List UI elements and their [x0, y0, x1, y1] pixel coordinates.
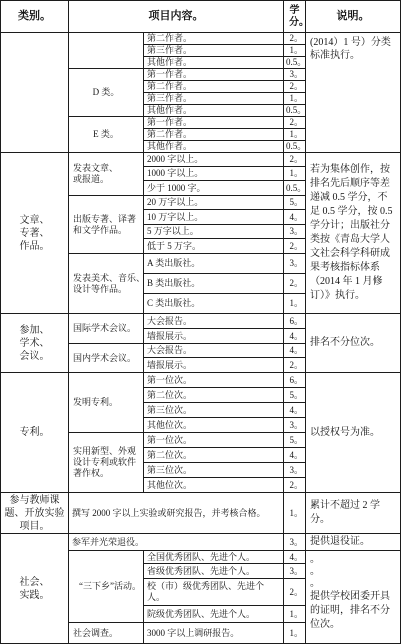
item-cell: 第二位次。 [144, 388, 284, 403]
credit-cell: 1。 [284, 167, 306, 181]
practice-category-cell [1, 534, 69, 644]
note-cell [306, 314, 401, 373]
table-row [1, 33, 401, 45]
credit-cell: 6。 [284, 373, 306, 388]
item-cell [144, 579, 284, 606]
rural-note-text: 提供学校团委开具的证明，排名不分位次。 [310, 591, 390, 630]
item-cell: 少于 1000 字。 [144, 181, 284, 196]
blank-subcategory-cell [69, 33, 144, 69]
credit-cell: 2。 [284, 117, 306, 129]
table-row [1, 153, 401, 167]
item-cell: 大会报告。 [144, 344, 284, 358]
item-cell: 院级优秀团队、先进个人。 [144, 606, 284, 623]
note-cell [306, 373, 401, 493]
credit-cell: 2。 [284, 358, 306, 373]
works-note: 若为集体创作，按排名先后顺序等差递减 0.5 学分，不足 0.5 学分，按 0.5 学分计；出版社分类按《青岛大学人文社会科学科研成果考核指标体系（2014 年 1 月修订）》执行。 [310, 164, 393, 301]
invention-label: 发明专利。 [69, 373, 144, 433]
credit-cell: 2。 [284, 81, 306, 93]
top-note: (2014）1 号）分类标准执行。 [310, 37, 391, 61]
note-cell [306, 153, 401, 314]
item-cell: 第三作者。 [144, 45, 284, 57]
international-label: 国际学术会议。 [69, 314, 144, 344]
item-cell: 第二作者。 [144, 129, 284, 141]
credit-cell: 1。 [284, 493, 306, 534]
note-cell [306, 33, 401, 153]
works-category: 文章、专著、作品。 [19, 214, 50, 252]
works-category-cell [1, 153, 69, 314]
credit-cell: 4。 [284, 403, 306, 418]
credit-cell: 0.5。 [284, 181, 306, 196]
note-cell [306, 551, 401, 644]
item-cell: 低于 5 万字。 [144, 239, 284, 254]
rural-note [310, 554, 394, 632]
table-row [1, 373, 401, 388]
item-cell: 全国优秀团队、先进个人。 [144, 551, 284, 564]
credit-cell: 3。 [284, 534, 306, 551]
utility-label-cell [69, 433, 144, 493]
credit-cell: 3。 [284, 463, 306, 478]
item-cell: C 类出版社。 [144, 294, 284, 314]
credit-cell: 4。 [284, 448, 306, 463]
item-cell: 第三位次。 [144, 403, 284, 418]
research-category: 参与教师课题、开放实验项目。 [1, 493, 69, 534]
header-note: 说明。 [306, 1, 401, 33]
item-cell: 3000 字以上调研报告。 [144, 623, 284, 644]
item-cell: 第三位次。 [144, 463, 284, 478]
item-cell: B 类出版社。 [144, 274, 284, 294]
art-label-cell [69, 254, 144, 314]
articles-label: 发表文章、或报道。 [73, 163, 119, 184]
survey-label: 社会调查。 [69, 623, 144, 644]
domestic-label: 国内学术会议。 [69, 344, 144, 373]
utility-label: 实用新型、外观设计专利或软件著作权。 [73, 446, 137, 478]
item-cell: 第二作者。 [144, 33, 284, 45]
credit-cell: 3。 [284, 254, 306, 274]
header-content: 项目内容。 [69, 1, 284, 33]
e-class-label: E 类。 [69, 117, 144, 153]
header-row [1, 1, 401, 33]
credit-cell: 1。 [284, 45, 306, 57]
header-category: 类别。 [1, 1, 69, 33]
credit-cell: 2。 [284, 579, 306, 606]
item-cell: 20 万字以上。 [144, 196, 284, 210]
conference-category-cell [1, 314, 69, 373]
paragraph-mark: 。 [310, 578, 320, 589]
credit-cell: 5。 [284, 388, 306, 403]
credit-cell: 3。 [284, 225, 306, 239]
note-cell [306, 534, 401, 551]
item-cell: 2000 字以上。 [144, 153, 284, 167]
books-label: 出版专著、译著和文学作品。 [73, 213, 137, 235]
patent-category: 专利。 [1, 373, 69, 493]
item-cell: 大会报告。 [144, 314, 284, 329]
table-row [1, 493, 401, 534]
credit-cell: 2。 [284, 239, 306, 254]
item-cell: 第二位次。 [144, 448, 284, 463]
credit-cell: 3。 [284, 418, 306, 433]
item-cell: 第三作者。 [144, 93, 284, 105]
credit-cell: 1。 [284, 93, 306, 105]
item-cell: 其他位次。 [144, 418, 284, 433]
item-cell: 5 万字以上。 [144, 225, 284, 239]
credit-cell: 4。 [284, 210, 306, 225]
articles-label-cell [69, 153, 144, 196]
item-cell: 省级优秀团队、先进个人。 [144, 564, 284, 579]
credit-cell: 2。 [284, 33, 306, 45]
credit-cell: 4。 [284, 344, 306, 358]
credit-cell: 0.5。 [284, 57, 306, 69]
item-cell: 墙报展示。 [144, 329, 284, 344]
practice-category: 社会、实践。 [19, 576, 50, 601]
item-cell: 其他位次。 [144, 478, 284, 493]
military-note: 提供退役证。 [310, 536, 370, 547]
credit-cell: 5。 [284, 196, 306, 210]
item-cell: 其他作者。 [144, 57, 284, 69]
research-item: 撰写 2000 字以上实验或研究报告，并考核合格。 [69, 493, 284, 534]
conference-note: 排名不分位次。 [310, 337, 380, 348]
item-cell: 其他作者。 [144, 105, 284, 117]
d-class-label: D 类。 [69, 69, 144, 117]
table-row [1, 534, 401, 551]
rural-item-city: 校（市）级优秀团队、先进个人。 [147, 581, 265, 602]
header-credit [284, 1, 309, 33]
books-label-cell [69, 196, 144, 254]
military-item: 参军并光荣退役。 [69, 534, 284, 551]
item-cell: 第一位次。 [144, 433, 284, 448]
credit-cell: 4。 [284, 551, 306, 564]
credit-cell: 3。 [284, 69, 306, 81]
table-row [1, 314, 401, 329]
item-cell: 其他作者。 [144, 141, 284, 153]
item-cell: 1000 字以上。 [144, 167, 284, 181]
blank-category-cell [1, 33, 69, 153]
credit-cell: 3。 [284, 564, 306, 579]
item-cell: 第一作者。 [144, 117, 284, 129]
note-cell [306, 493, 401, 534]
rural-label: “三下乡”活动。 [69, 551, 144, 623]
patent-note: 以授权号为准。 [310, 426, 380, 438]
conference-category: 参加、学术、会议。 [19, 324, 50, 362]
credit-cell: 6。 [284, 314, 306, 329]
credit-cell: 2。 [284, 274, 306, 294]
credit-cell: 4。 [284, 329, 306, 344]
credit-cell: 1。 [284, 623, 306, 644]
item-cell: 第一位次。 [144, 373, 284, 388]
credit-cell: 1。 [284, 606, 306, 623]
item-cell: 墙报展示。 [144, 358, 284, 373]
credit-cell: 1。 [284, 129, 306, 141]
credit-cell: 1。 [284, 294, 306, 314]
item-cell: 第二作者。 [144, 81, 284, 93]
research-note: 累计不超过 2 学分。 [310, 500, 380, 525]
paragraph-mark: 。 [310, 566, 320, 577]
credit-cell: 2。 [284, 478, 306, 493]
art-label: 发表美术、音乐、设计等作品。 [73, 272, 146, 294]
header-credit-label: 学分。 [289, 4, 309, 28]
credit-cell: 2。 [284, 153, 306, 167]
credit-cell: 0.5。 [284, 105, 306, 117]
credit-cell: 5。 [284, 433, 306, 448]
item-cell: 10 万字以上。 [144, 210, 284, 225]
item-cell: 第一作者。 [144, 69, 284, 81]
item-cell: A 类出版社。 [144, 254, 284, 274]
paragraph-mark: 。 [310, 554, 320, 565]
credit-cell: 0.5。 [284, 141, 306, 153]
